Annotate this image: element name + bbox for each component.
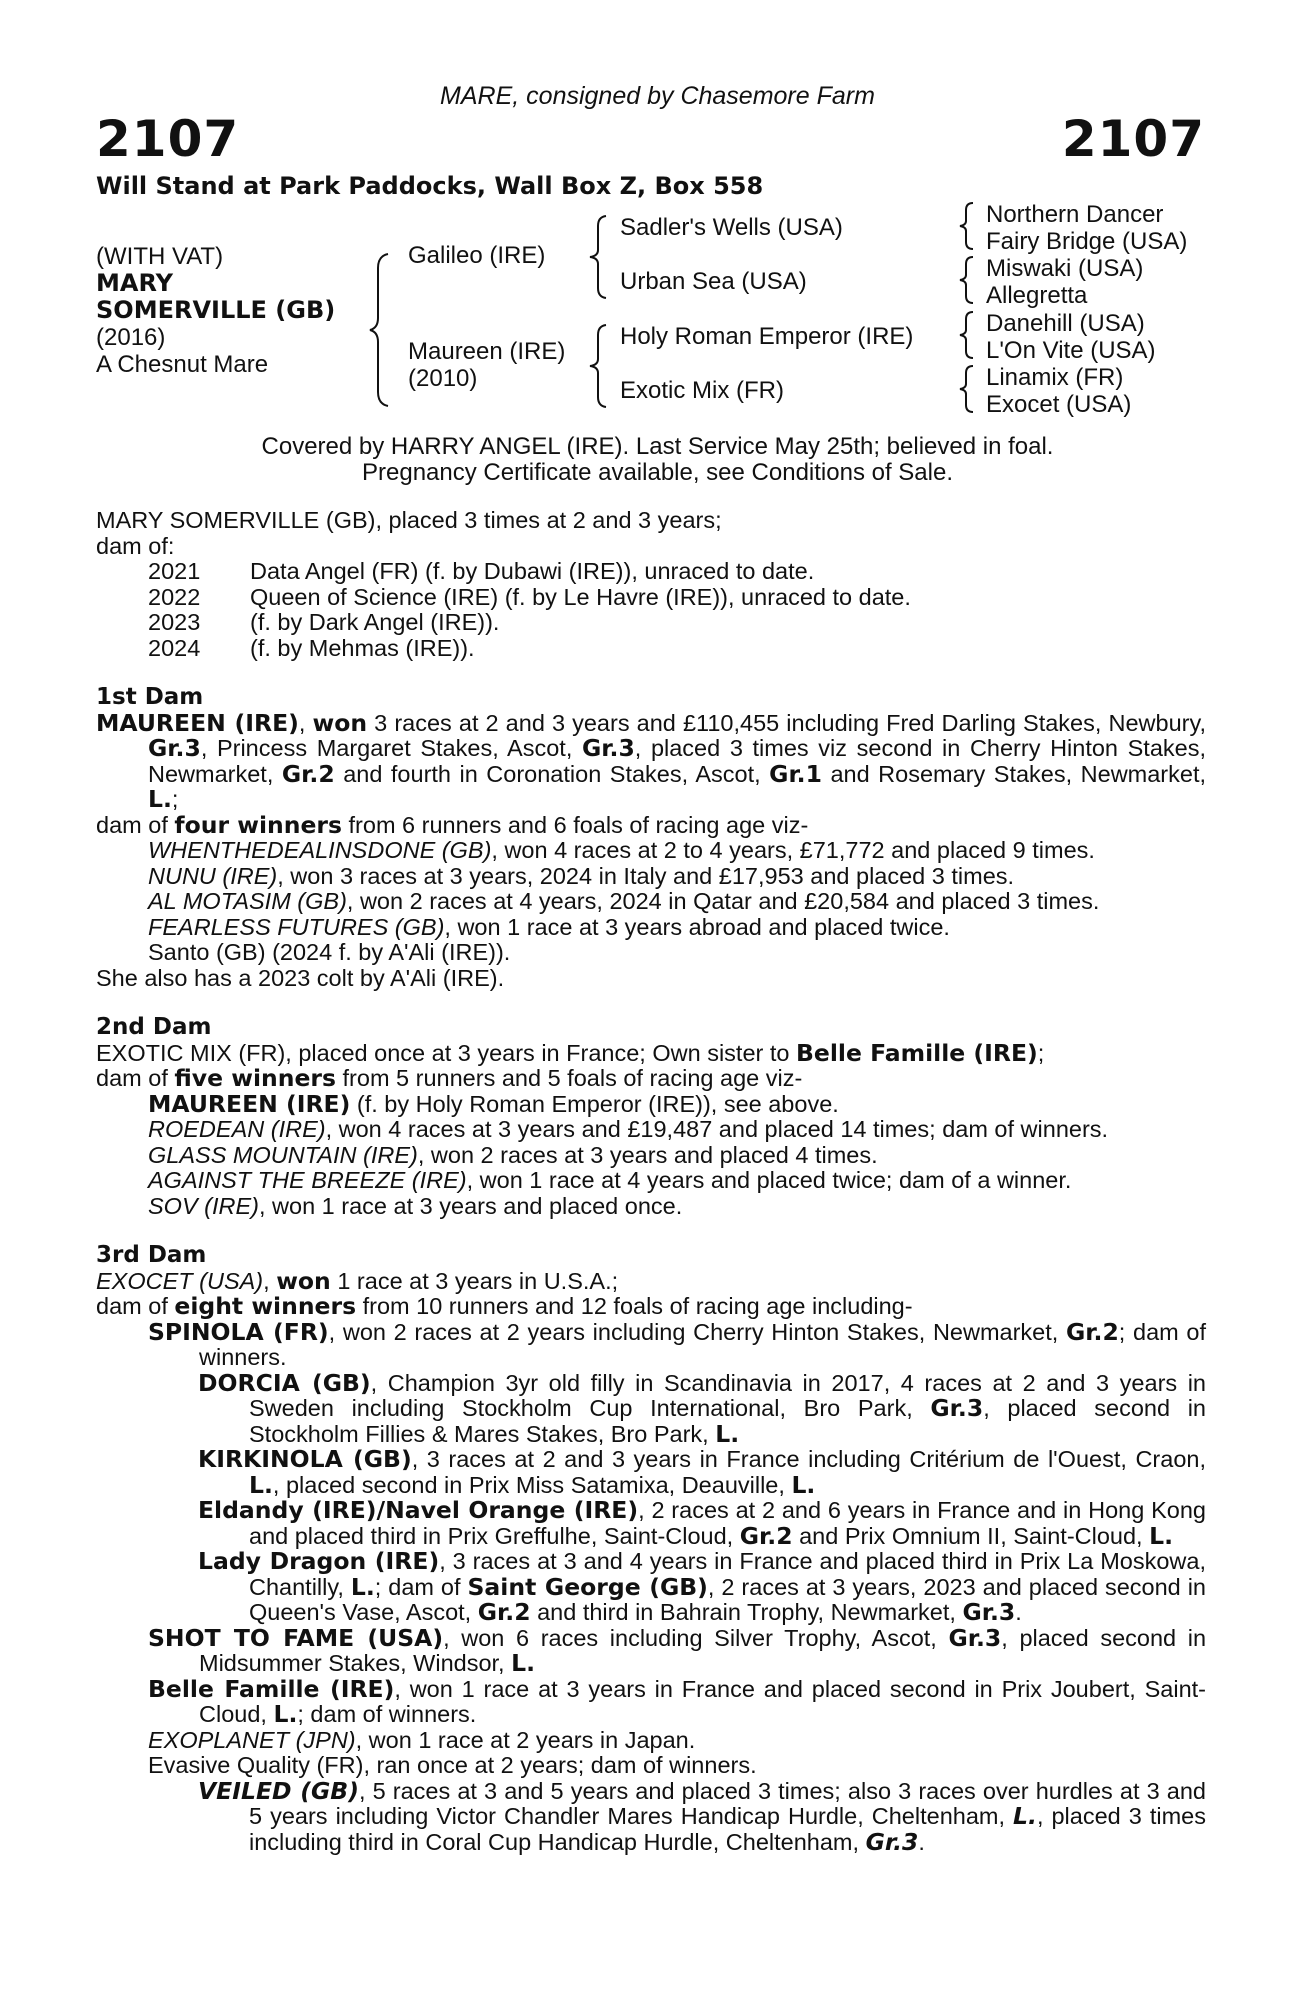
- brace-sire: [588, 214, 610, 300]
- produce-dam-of: dam of:: [96, 532, 175, 559]
- sire-name: Galileo (IRE): [408, 242, 546, 269]
- produce-intro: MARY SOMERVILLE (GB), placed 3 times at 2 and 3 years;: [96, 507, 722, 533]
- second-dam-maureen: MAUREEN (IRE) (f. by Holy Roman Emperor (IRE)), see above.: [148, 1089, 839, 1118]
- third-dam-eldandy: Eldandy (IRE)/Navel Orange (IRE), 2 races at 2 and 6 years in France and in Hong Kong and placed third in Prix Greffulhe, Saint-Cloud, Gr.2 and Prix Omnium II, Saint-Cloud, L.: [198, 1496, 1206, 1550]
- third-dam-veiled: VEILED (GB), 5 races at 3 and 5 years and placed 3 times; also 3 races over hurdles at 3 and 5 years including Victor Chandler Mares Handicap Hurdle, Cheltenham, L., placed 3 times including third in Coral Cup Handicap Hurdle, Cheltenham, Gr.3.: [198, 1776, 1206, 1856]
- horse-name-line1: MARY: [96, 269, 174, 297]
- second-dam-heading: 2nd Dam: [96, 1014, 212, 1040]
- covered-by-note: [0, 434, 1315, 486]
- first-dam-dam-of: dam of four winners from 6 runners and 6 foals of racing age viz-: [96, 810, 809, 839]
- third-dam-heading: 3rd Dam: [96, 1242, 207, 1268]
- second-dam-progeny: GLASS MOUNTAIN (IRE), won 2 races at 3 years and placed 4 times.: [148, 1141, 878, 1168]
- gen4-4: Allegretta: [986, 282, 1088, 309]
- gen4-1: Northern Dancer: [986, 201, 1164, 228]
- first-dam-progeny: WHENTHEDEALINSDONE (GB), won 4 races at 2 to 4 years, £71,772 and placed 9 times.: [148, 837, 1095, 863]
- third-dam-exocet: EXOCET (USA), won 1 race at 3 years in U.S.A.;: [96, 1266, 619, 1295]
- produce-row: 2024 (f. by Mehmas (IRE)).: [148, 634, 475, 661]
- brace-g4-4: [958, 364, 976, 414]
- horse-info: [96, 243, 335, 378]
- produce-row: 2021 Data Angel (FR) (f. by Dubawi (IRE)), unraced to date.: [148, 558, 815, 584]
- gen4-5: Danehill (USA): [986, 310, 1145, 337]
- third-dam-exoplanet: EXOPLANET (JPN), won 1 race at 2 years in Japan.: [148, 1726, 696, 1753]
- dam-dam: Exotic Mix (FR): [620, 377, 784, 404]
- brace-g4-1: [958, 201, 976, 251]
- gen4-2: Fairy Bridge (USA): [986, 228, 1188, 255]
- second-dam-progeny: AGAINST THE BREEZE (IRE), won 1 race at 4 years and placed twice; dam of a winner.: [148, 1167, 1072, 1193]
- pedigree-body: [96, 508, 1206, 1855]
- first-dam-also: She also has a 2023 colt by A'Ali (IRE).: [96, 964, 505, 991]
- stand-info: Will Stand at Park Paddocks, Wall Box Z, Box 558: [96, 172, 764, 200]
- third-dam-evasive: Evasive Quality (FR), ran once at 2 years; dam of winners.: [148, 1752, 757, 1778]
- dam-year: (2010): [408, 365, 478, 392]
- gen4-8: Exocet (USA): [986, 391, 1132, 418]
- dam-sire: Holy Roman Emperor (IRE): [620, 323, 914, 350]
- brace-dam: [588, 323, 610, 409]
- second-dam-intro: EXOTIC MIX (FR), placed once at 3 years in France; Own sister to Belle Famille (IRE);: [96, 1038, 1045, 1067]
- first-dam-progeny: FEARLESS FUTURES (GB), won 1 race at 3 years abroad and placed twice.: [148, 913, 950, 940]
- covered-line1: Covered by HARRY ANGEL (IRE). Last Service May 25th; believed in foal.: [261, 433, 1054, 460]
- gen4-7: Linamix (FR): [986, 364, 1124, 391]
- third-dam-dorcia: DORCIA (GB), Champion 3yr old filly in Scandinavia in 2017, 4 races at 2 and 3 years in Sweden including Stockholm Cup International, Bro Park, Gr.3, placed second in Stockholm Fillies & Mares Stakes, Bro Park, L.: [198, 1368, 1207, 1448]
- third-dam-lady-dragon: Lady Dragon (IRE), 3 races at 3 and 4 years in France and placed third in Prix La Moskowa, Chantilly, L.; dam of Saint George (GB), 2 races at 3 years, 2023 and placed second in Queen's Vase, Ascot, Gr.2 and third in Bahrain Trophy, Newmarket, Gr.3.: [198, 1547, 1207, 1626]
- horse-description: A Chesnut Mare: [96, 351, 269, 378]
- sire-sire: Sadler's Wells (USA): [620, 214, 843, 241]
- first-dam-santo: Santo (GB) (2024 f. by A'Ali (IRE)).: [148, 939, 511, 965]
- brace-g4-3: [958, 310, 976, 360]
- second-dam-dam-of: dam of five winners from 5 runners and 5 foals of racing age viz-: [96, 1064, 803, 1092]
- gen4-6: L'On Vite (USA): [986, 337, 1156, 364]
- sire-dam: Urban Sea (USA): [620, 268, 807, 295]
- second-dam-progeny: SOV (IRE), won 1 race at 3 years and placed once.: [148, 1192, 683, 1219]
- first-dam-heading: 1st Dam: [96, 684, 204, 710]
- produce-row: 2022 Queen of Science (IRE) (f. by Le Havre (IRE)), unraced to date.: [148, 583, 911, 610]
- brace-gen1: [368, 252, 392, 408]
- gen4-3: Miswaki (USA): [986, 255, 1144, 282]
- covered-line2: Pregnancy Certificate available, see Conditions of Sale.: [362, 459, 953, 486]
- vat-note: (WITH VAT): [96, 243, 224, 270]
- brace-g4-2: [958, 255, 976, 305]
- third-dam-spinola: SPINOLA (FR), won 2 races at 2 years including Cherry Hinton Stakes, Newmarket, Gr.2; dam of winners.: [148, 1317, 1206, 1370]
- dam-name: Maureen (IRE): [408, 338, 566, 365]
- lot-number-right: 2107: [1061, 110, 1205, 168]
- first-dam-progeny: AL MOTASIM (GB), won 2 races at 4 years, 2024 in Qatar and £20,584 and placed 3 times.: [148, 888, 1100, 914]
- third-dam-shot-to-fame: SHOT TO FAME (USA), won 6 races including Silver Trophy, Ascot, Gr.3, placed second in Midsummer Stakes, Windsor, L.: [148, 1623, 1207, 1677]
- lot-number-left: 2107: [96, 110, 240, 168]
- third-dam-dam-of: dam of eight winners from 10 runners and 12 foals of racing age including-: [96, 1292, 913, 1320]
- produce-row: 2023 (f. by Dark Angel (IRE)).: [148, 609, 500, 635]
- second-dam-progeny: ROEDEAN (IRE), won 4 races at 3 years and £19,487 and placed 14 times; dam of winners.: [148, 1116, 1109, 1142]
- horse-name-line2: SOMERVILLE (GB): [96, 296, 336, 324]
- consignor-subtitle: MARE, consigned by Chasemore Farm: [440, 82, 875, 110]
- first-dam-progeny: NUNU (IRE), won 3 races at 3 years, 2024 in Italy and £17,953 and placed 3 times.: [148, 862, 1015, 889]
- third-dam-kirkinola: KIRKINOLA (GB), 3 races at 2 and 3 years in France including Critérium de l'Ouest, Craon, L., placed second in Prix Miss Satamixa, Deauville, L.: [198, 1445, 1206, 1499]
- first-dam-record: MAUREEN (IRE), won 3 races at 2 and 3 years and £110,455 including Fred Darling Stakes, Newbury, Gr.3, Princess Margaret Stakes, Ascot, Gr.3, placed 3 times viz second in Cherry Hinton Stakes, Newmarket, Gr.2 and fourth in Coronation Stakes, Ascot, Gr.1 and Rosemary Stakes, Newmarket, L.;: [96, 708, 1207, 813]
- third-dam-belle-famille: Belle Famille (IRE), won 1 race at 3 years in France and placed second in Prix Joubert, Saint-Cloud, L.; dam of winners.: [148, 1674, 1206, 1728]
- horse-year: (2016): [96, 324, 166, 351]
